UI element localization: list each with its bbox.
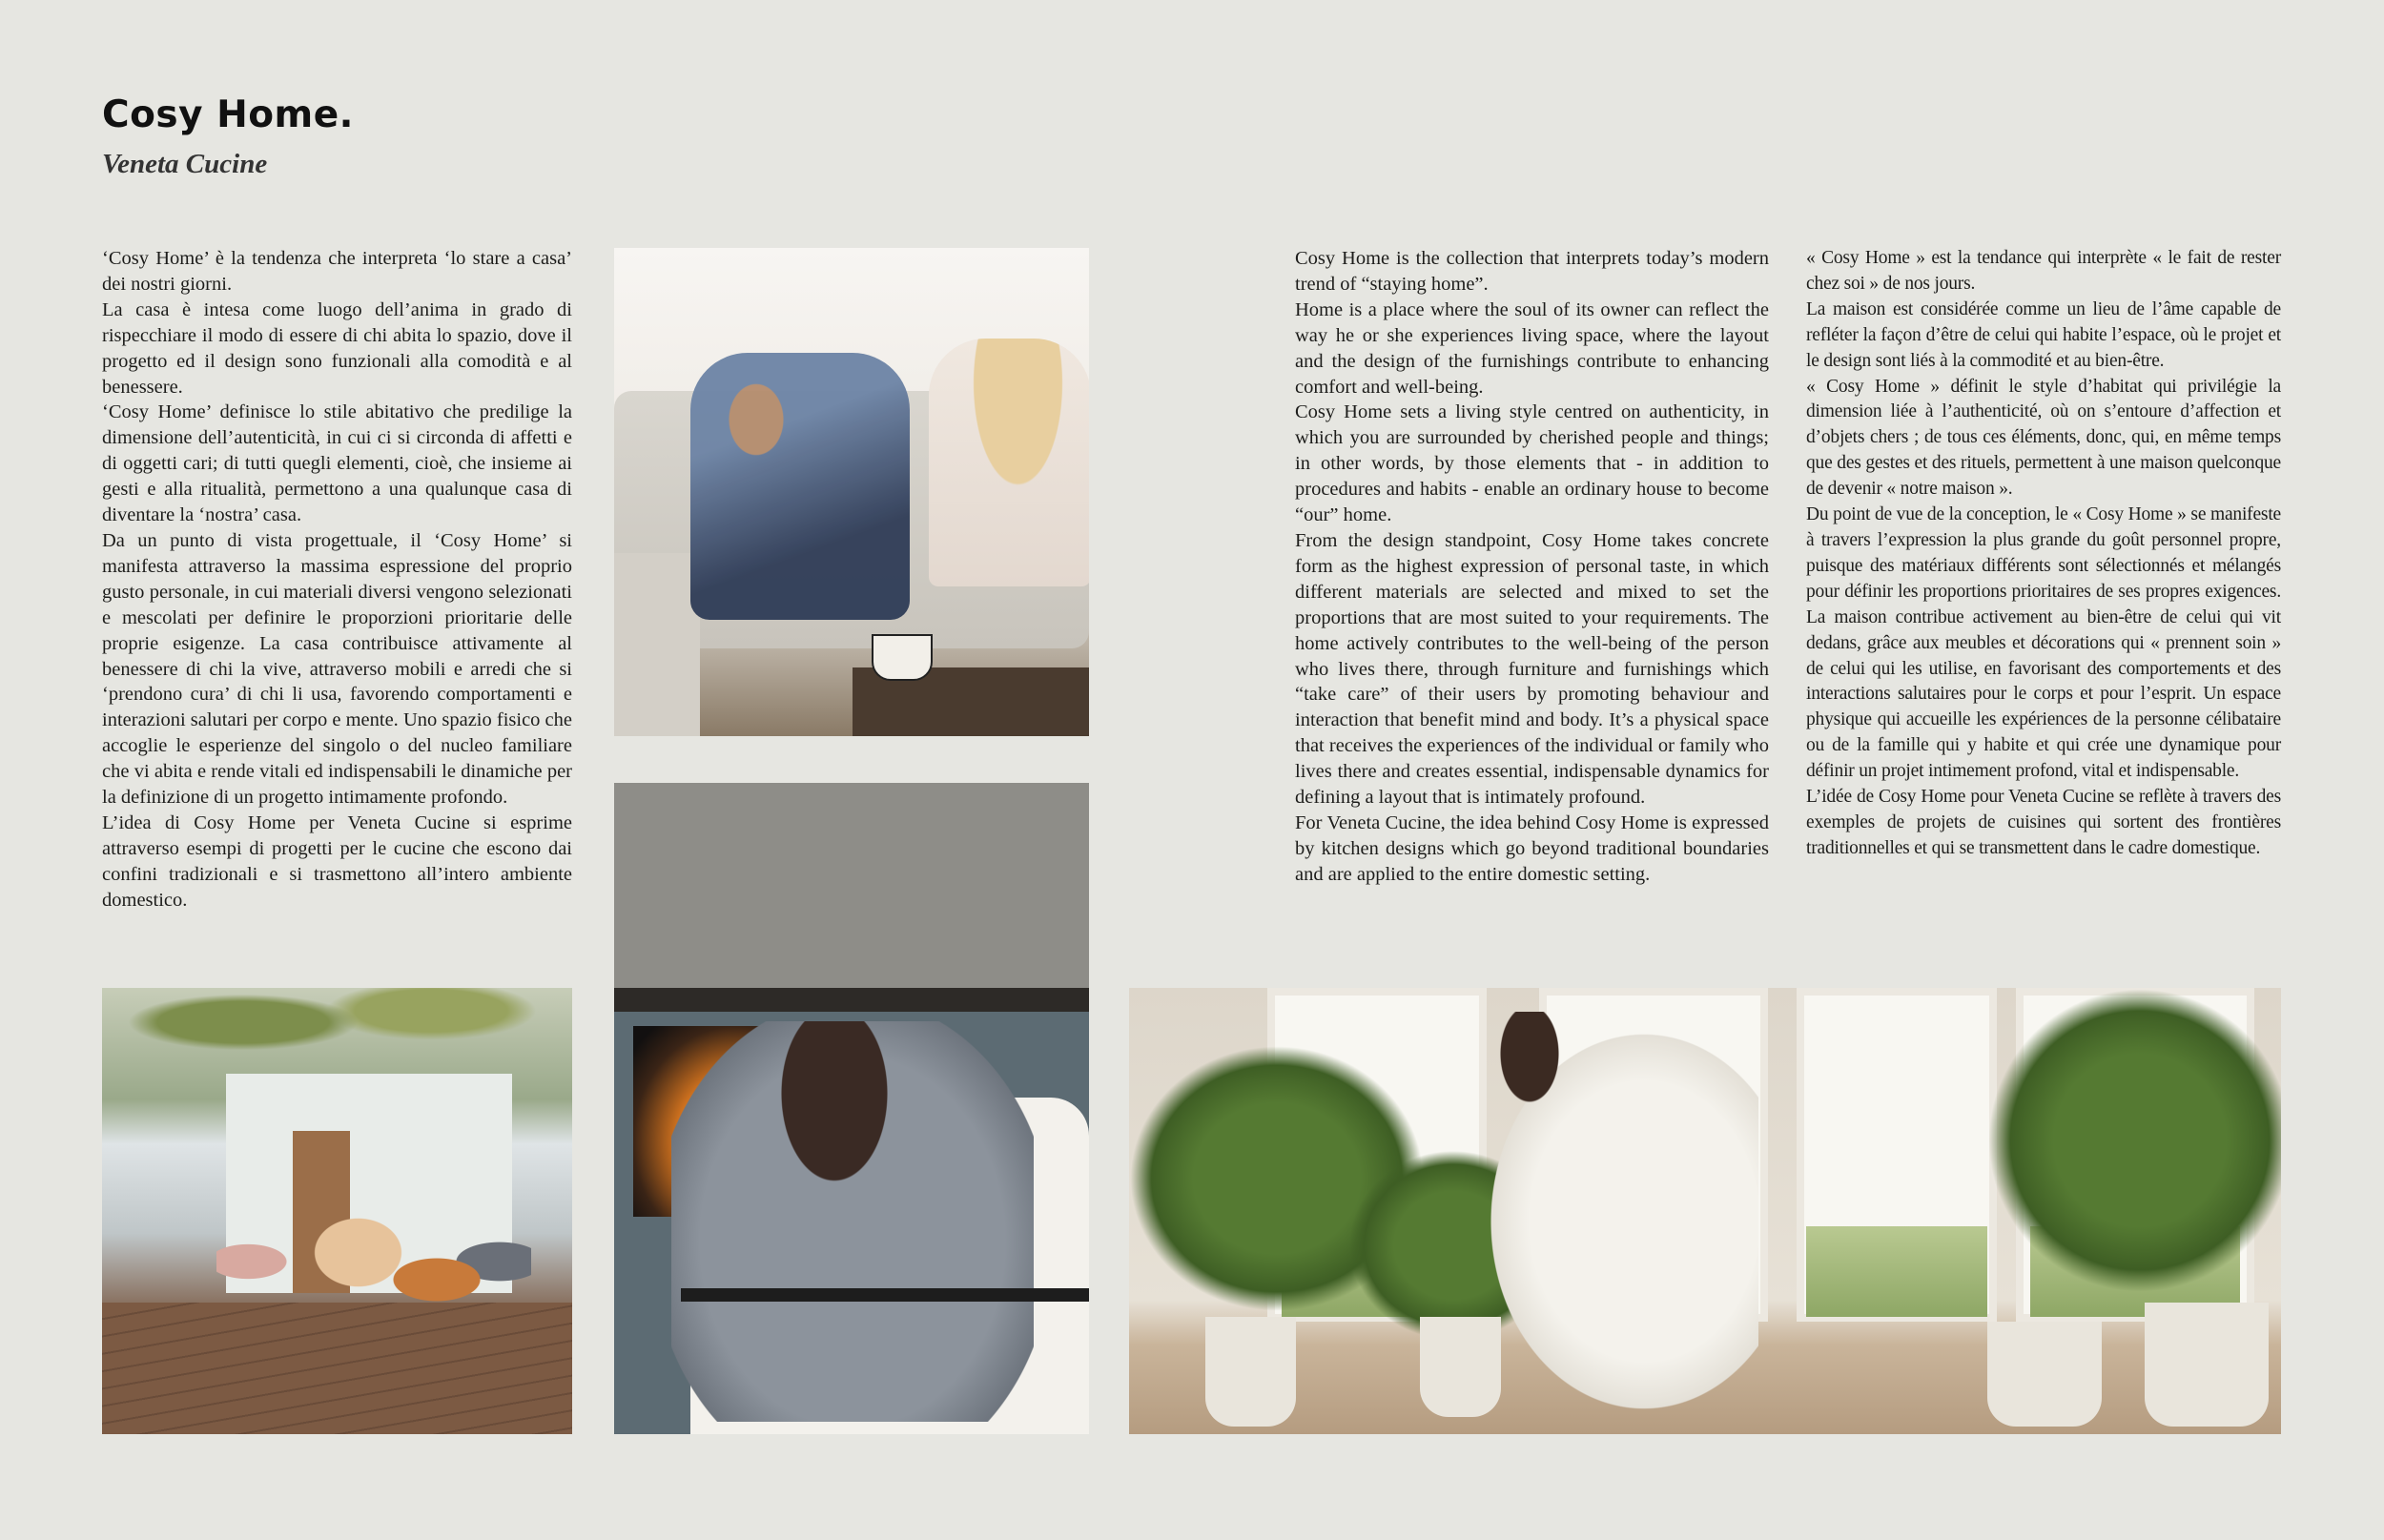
paragraph: ‘Cosy Home’ è la tendenza che interpreta ‘lo stare a casa’ dei nostri giorni. <box>102 248 572 295</box>
paragraph: « Cosy Home » est la tendance qui interprète « le fait de rester chez soi » de nos jours. <box>1806 248 2281 294</box>
page-title: Cosy Home. <box>102 93 354 136</box>
paragraph: « Cosy Home » définit le style d’habitat qui privilégie la dimension liée à l’authenticité, où on s’entoure d’affection et d’objets chers ; de tous ces éléments, donc, qui, en même temps que des gestes et des rituels, permettent à une maison quelconque de devenir « notre maison ». <box>1806 376 2281 500</box>
fireplace-blanket-photo <box>614 783 1089 1434</box>
woman-figure <box>929 339 1089 586</box>
plant-pot-shape <box>1987 1322 2102 1427</box>
chair-frame-shape <box>681 1288 1089 1302</box>
paragraph: From the design standpoint, Cosy Home takes concrete form as the highest expression of personal taste, in which different materials are selected and mixed to set the proportions that are most suited to your requirements. The home actively contributes to the well-being of the person who lives there, through furniture and furnishings which “take care” of their users by promoting behaviour and interaction that benefit mind and body. It’s a physical space that receives the experiences of the individual or family who lives there and creates essential, indispensable dynamics for defining a layout that is intimately profound. <box>1295 529 1769 809</box>
plant-pot-shape <box>1205 1317 1296 1427</box>
paragraph: Da un punto di vista progettuale, il ‘Cosy Home’ si manifesta attraverso la massima espressione del proprio gusto personale, in cui materiali diversi vengono selezionati e mescolati per definire le proporzioni prioritarie delle proprie esigenze. La casa contribuisce attivamente al benessere di chi la vive, attraverso mobili e arredi che si ‘prendono cura’ di chi li usa, favorendo comportamenti e interazioni salutari per corpo e mente. Uno spazio fisico che accoglie le esperienze del singolo o del nucleo familiare che vi abita e rende vitali ed indispensabili le dinamiche per la definizione di un progetto intimamente profondo. <box>102 529 572 809</box>
plant-pot-shape <box>2145 1303 2269 1427</box>
paragraph: La casa è intesa come luogo dell’anima in grado di rispecchiare il modo di essere di chi abita lo spazio, dove il progetto ed il design sono funzionali alla comodità e al benessere. <box>102 298 572 398</box>
woman-watering-figure <box>1472 1012 1758 1431</box>
sofa-arm-shape <box>614 553 700 736</box>
watering-plants-photo <box>1129 988 2281 1434</box>
woman-in-blanket-figure <box>671 1021 1034 1422</box>
italian-text-column <box>102 246 572 914</box>
paragraph: L’idea di Cosy Home per Veneta Cucine si esprime attraverso esempi di progetti per le cucine che escono dai confini tradizionali e si trasmettono all’intero ambiente domestico. <box>102 811 572 911</box>
paragraph: Home is a place where the soul of its owner can reflect the way he or she experiences living space, where the layout and the design of the furnishings contribute to enhancing comfort and well-being. <box>1295 298 1769 398</box>
mug-shape <box>872 634 933 681</box>
paragraph: Cosy Home sets a living style centred on authenticity, in which you are surrounded by cherished people and things; in other words, by those elements that - in addition to procedures and habits - enable an ordinary house to become “our” home. <box>1295 401 1769 526</box>
man-figure <box>690 353 910 620</box>
paragraph: For Veneta Cucine, the idea behind Cosy Home is expressed by kitchen designs which go beyond traditional boundaries and are applied to the entire domestic setting. <box>1295 811 1769 885</box>
plant-shape <box>1987 988 2281 1293</box>
french-text-column <box>1806 246 2281 862</box>
paragraph: La maison est considérée comme un lieu de l’âme capable de refléter la façon d’être de celui qui habite l’espace, où le projet et le design sont liés à la commodité et au bien-être. <box>1806 298 2281 371</box>
paragraph: Du point de vue de la conception, le « Cosy Home » se manifeste à travers l’expression la plus grande du goût personnel propre, puisque des matériaux différents sont sélectionnés et mélangés pour définir les proportions prioritaires de ses propres exigences. La maison contribue activement au bien-être de celui qui vit dedans, grâce aux meubles et décorations qui « prennent soin » de celui qui les utilise, en favorisant des comportements et des interactions salutaires pour le corps et pour l’esprit. Un espace physique qui accueille les expériences de la personne célibataire ou de la famille qui y habite et qui crée une dynamique pour définir un projet intimement profond, vital et indispensable. <box>1806 504 2281 782</box>
paragraph: ‘Cosy Home’ definisce lo stile abitativo che predilige la dimensione dell’autenticità, in cui ci si circonda di affetti e di oggetti cari; di tutti quegli elementi, cioè, che insieme ai gesti e alla ritualità, permettono a una qualunque casa di diventare la ‘nostra’ casa. <box>102 401 572 526</box>
wooden-deck-shape <box>102 1303 572 1434</box>
page-subtitle: Veneta Cucine <box>102 149 268 179</box>
patio-group-photo <box>102 988 572 1434</box>
paragraph: Cosy Home is the collection that interprets today’s modern trend of “staying home”. <box>1295 248 1769 295</box>
paragraph: L’idée de Cosy Home pour Veneta Cucine se reflète à travers des exemples de projets de cuisines qui sortent des frontières traditionnelles et qui se transmettent dans le cadre domestique. <box>1806 787 2281 858</box>
sofa-couple-photo <box>614 248 1089 736</box>
english-text-column <box>1295 246 1769 888</box>
outdoor-greenery-shape <box>1806 1226 1987 1317</box>
